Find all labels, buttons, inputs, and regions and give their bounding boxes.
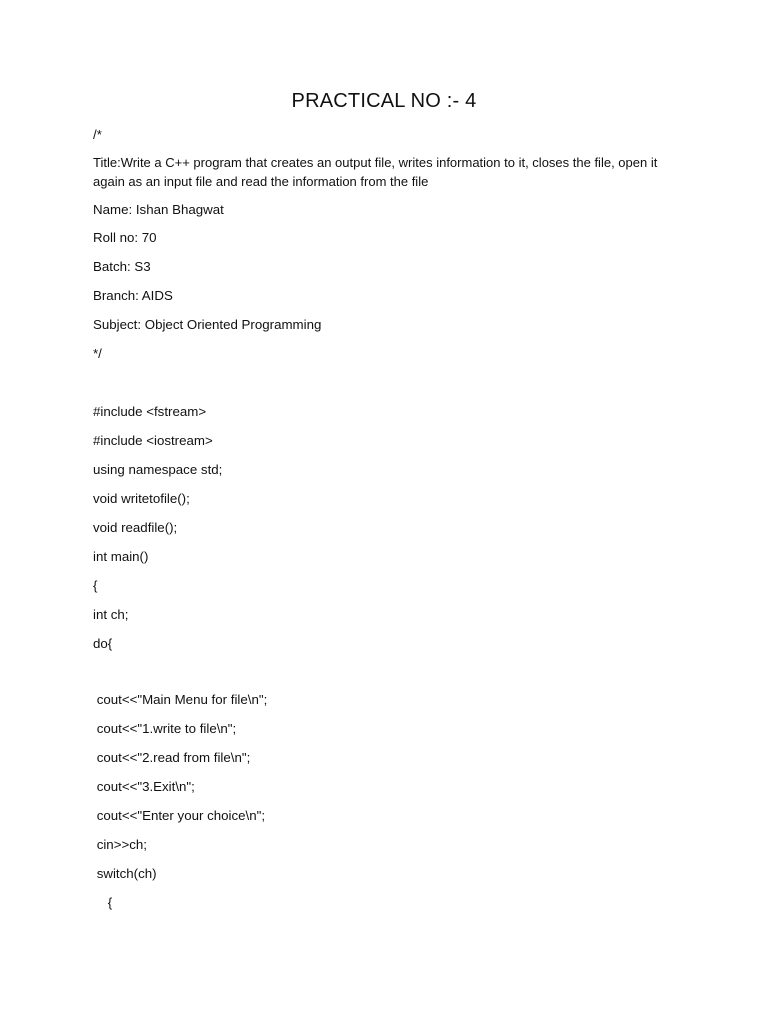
subject: Subject: Object Oriented Programming — [93, 317, 322, 332]
code-line: void writetofile(); — [93, 491, 190, 506]
code-line: cout<<"2.read from file\n"; — [93, 750, 251, 765]
branch: Branch: AIDS — [93, 288, 173, 303]
code-line: cout<<"Enter your choice\n"; — [93, 808, 266, 823]
code-line: { — [93, 578, 98, 593]
batch: Batch: S3 — [93, 259, 151, 274]
comment-close: */ — [93, 346, 102, 361]
comment-open: /* — [93, 127, 102, 142]
code-line: int main() — [93, 549, 149, 564]
code-line: using namespace std; — [93, 462, 223, 477]
code-line: cout<<"1.write to file\n"; — [93, 721, 237, 736]
code-line: do{ — [93, 636, 113, 651]
code-line: cout<<"Main Menu for file\n"; — [93, 692, 268, 707]
code-line: int ch; — [93, 607, 129, 622]
code-line: cout<<"3.Exit\n"; — [93, 779, 195, 794]
roll-number: Roll no: 70 — [93, 230, 157, 245]
student-name: Name: Ishan Bhagwat — [93, 202, 224, 217]
code-line: void readfile(); — [93, 520, 178, 535]
task-description: Title:Write a C++ program that creates an output file, writes information to it, closes the file, open it again as an input file and read the information from the file — [93, 155, 658, 189]
code-line: #include <fstream> — [93, 404, 207, 419]
code-line: cin>>ch; — [93, 837, 147, 852]
page-title: PRACTICAL NO :- 4 — [291, 90, 477, 112]
code-line: switch(ch) — [93, 866, 157, 881]
code-line: { — [93, 895, 113, 910]
code-line: #include <iostream> — [93, 433, 213, 448]
